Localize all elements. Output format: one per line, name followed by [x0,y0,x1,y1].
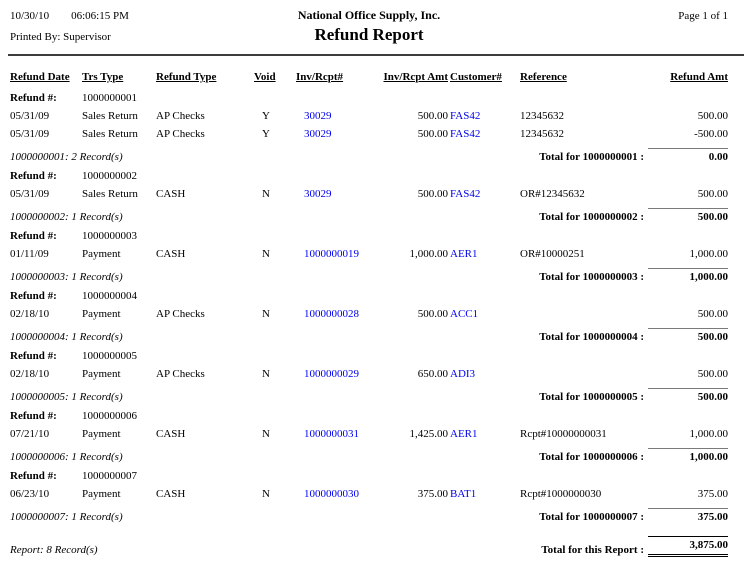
group-rows [10,186,728,202]
cell-trs-type: Sales Return [82,188,138,200]
group-summary-row [10,206,728,224]
cell-refund-type: AP Checks [156,128,205,140]
page-header-row1 [10,8,728,23]
refund-detail-row [10,126,728,142]
refund-number-row [10,229,728,244]
refund-number-label: Refund #: [10,230,57,242]
report-body [10,91,728,524]
cell-trs-type: Payment [82,368,121,380]
refund-number-value: 1000000003 [82,230,137,242]
cell-void: N [262,188,270,200]
customer-link[interactable]: BAT1 [450,488,477,500]
refund-detail-row [10,366,728,382]
customer-link[interactable]: FAS42 [450,110,481,122]
group-total-amount: 0.00 [648,148,728,164]
report-total-label: Total for this Report : [541,544,644,556]
group-record-count: 1000000004: 1 Record(s) [10,331,123,343]
col-header-refund-date: Refund Date [10,71,70,83]
refund-number-label: Refund #: [10,170,57,182]
cell-refund-date: 01/11/09 [10,248,49,260]
refund-number-label: Refund #: [10,410,57,422]
refund-group [10,349,728,404]
refund-number-row [10,469,728,484]
cell-refund-date: 05/31/09 [10,128,50,140]
refund-number-value: 1000000005 [82,350,137,362]
group-total-label: Total for 1000000004 : [539,331,644,343]
cell-inv-rcpt-amt: 650.00 [417,368,448,380]
customer-link[interactable]: ACC1 [450,308,479,320]
group-rows [10,246,728,262]
group-total-label: Total for 1000000002 : [539,211,644,223]
cell-void: Y [262,110,270,122]
group-rows [10,306,728,322]
cell-void: N [262,368,270,380]
inv-rcpt-link[interactable]: 1000000028 [304,308,359,320]
cell-reference: Rcpt#1000000030 [520,488,602,500]
refund-number-row [10,349,728,364]
col-header-trs-type: Trs Type [82,71,124,83]
group-total-amount: 500.00 [648,328,728,344]
cell-refund-type: AP Checks [156,308,205,320]
cell-inv-rcpt-amt: 1,000.00 [409,248,448,260]
cell-refund-amt: 500.00 [697,110,728,122]
cell-inv-rcpt-amt: 500.00 [417,188,448,200]
inv-rcpt-link[interactable]: 1000000030 [304,488,359,500]
refund-number-label: Refund #: [10,350,57,362]
group-record-count: 1000000007: 1 Record(s) [10,511,123,523]
cell-refund-type: AP Checks [156,368,205,380]
customer-link[interactable]: ADI3 [450,368,476,380]
refund-detail-row [10,108,728,124]
col-header-reference: Reference [520,71,567,83]
group-summary-row [10,506,728,524]
group-total-amount: 1,000.00 [648,268,728,284]
refund-group [10,469,728,524]
datetime [10,10,298,22]
refund-number-value: 1000000002 [82,170,137,182]
refund-number-label: Refund #: [10,470,57,482]
refund-number-row [10,409,728,424]
cell-refund-type: AP Checks [156,110,205,122]
cell-refund-amt: 500.00 [697,368,728,380]
inv-rcpt-link[interactable]: 30029 [304,128,332,140]
group-total-amount: 1,000.00 [648,448,728,464]
report-time: 06:06:15 PM [71,10,129,22]
cell-inv-rcpt-amt: 1,425.00 [409,428,448,440]
refund-detail-row [10,426,728,442]
printed-by: Printed By: Supervisor [10,31,111,43]
page-number: Page 1 of 1 [678,10,728,22]
inv-rcpt-link[interactable]: 1000000019 [304,248,359,260]
refund-number-row [10,91,728,106]
group-summary-row [10,146,728,164]
page-header-row2 [10,23,728,45]
refund-number-label: Refund #: [10,92,57,104]
group-total-label: Total for 1000000005 : [539,391,644,403]
cell-inv-rcpt-amt: 375.00 [417,488,448,500]
group-summary-row [10,386,728,404]
refund-detail-row [10,306,728,322]
refund-group [10,91,728,164]
cell-trs-type: Payment [82,248,121,260]
cell-reference: Rcpt#10000000031 [520,428,607,440]
group-total-label: Total for 1000000003 : [539,271,644,283]
col-header-customer-num: Customer# [450,71,502,83]
cell-trs-type: Sales Return [82,128,138,140]
cell-refund-amt: 500.00 [697,188,728,200]
cell-trs-type: Payment [82,488,121,500]
refund-number-value: 1000000004 [82,290,137,302]
refund-number-value: 1000000001 [82,92,137,104]
cell-void: Y [262,128,270,140]
group-record-count: 1000000006: 1 Record(s) [10,451,123,463]
customer-link[interactable]: AER1 [450,248,478,260]
group-total-amount: 375.00 [648,508,728,524]
refund-detail-row [10,246,728,262]
cell-trs-type: Sales Return [82,110,138,122]
group-record-count: 1000000003: 1 Record(s) [10,271,123,283]
group-rows [10,426,728,442]
group-total-label: Total for 1000000006 : [539,451,644,463]
group-total-label: Total for 1000000001 : [539,151,644,163]
cell-refund-date: 02/18/10 [10,368,50,380]
report-date: 10/30/10 [10,10,50,22]
cell-refund-date: 06/23/10 [10,488,50,500]
refund-detail-row [10,486,728,502]
refund-number-row [10,169,728,184]
group-rows [10,366,728,382]
cell-refund-date: 07/21/10 [10,428,50,440]
inv-rcpt-link[interactable]: 1000000029 [304,368,359,380]
cell-trs-type: Payment [82,428,121,440]
header-divider [8,54,744,56]
col-header-refund-type: Refund Type [156,71,217,83]
cell-inv-rcpt-amt: 500.00 [417,308,448,320]
cell-refund-amt: 1,000.00 [689,428,728,440]
group-total-amount: 500.00 [648,208,728,224]
cell-refund-date: 02/18/10 [10,308,50,320]
cell-refund-amt: 1,000.00 [689,248,728,260]
refund-group [10,169,728,224]
cell-trs-type: Payment [82,308,121,320]
inv-rcpt-link[interactable]: 30029 [304,110,332,122]
cell-refund-type: CASH [156,248,186,260]
group-record-count: 1000000001: 2 Record(s) [10,151,123,163]
cell-refund-date: 05/31/09 [10,110,50,122]
report-record-count: Report: 8 Record(s) [10,544,98,556]
refund-number-label: Refund #: [10,290,57,302]
inv-rcpt-link[interactable]: 1000000031 [304,428,359,440]
cell-refund-date: 05/31/09 [10,188,50,200]
cell-void: N [262,488,270,500]
cell-reference: 12345632 [520,128,564,140]
cell-refund-amt: -500.00 [694,128,728,140]
report-footer [10,536,728,557]
group-total-label: Total for 1000000007 : [539,511,644,523]
refund-number-value: 1000000007 [82,470,137,482]
col-header-inv-rcpt-num: Inv/Rcpt# [296,71,344,83]
refund-number-row [10,289,728,304]
refund-number-value: 1000000006 [82,410,137,422]
cell-refund-amt: 375.00 [697,488,728,500]
col-header-inv-rcpt-amt: Inv/Rcpt Amt [383,71,448,83]
group-record-count: 1000000005: 1 Record(s) [10,391,123,403]
cell-inv-rcpt-amt: 500.00 [417,128,448,140]
cell-reference: OR#10000251 [520,248,585,260]
report-total-amount: 3,875.00 [648,536,728,557]
cell-void: N [262,248,270,260]
refund-group [10,409,728,464]
group-summary-row [10,446,728,464]
customer-link[interactable]: FAS42 [450,188,481,200]
customer-link[interactable]: AER1 [450,428,478,440]
group-summary-row [10,266,728,284]
company-name: National Office Supply, Inc. [297,8,441,22]
inv-rcpt-link[interactable]: 30029 [304,188,332,200]
col-header-refund-amt: Refund Amt [670,71,728,83]
cell-refund-type: CASH [156,188,186,200]
group-rows [10,486,728,502]
group-summary-row [10,326,728,344]
group-record-count: 1000000002: 1 Record(s) [10,211,123,223]
cell-refund-type: CASH [156,488,186,500]
cell-reference: OR#12345632 [520,188,585,200]
cell-reference: 12345632 [520,110,564,122]
refund-group [10,289,728,344]
cell-inv-rcpt-amt: 500.00 [417,110,448,122]
group-total-amount: 500.00 [648,388,728,404]
column-headers [10,70,728,86]
cell-refund-type: CASH [156,428,186,440]
col-header-void: Void [254,71,276,83]
cell-void: N [262,428,270,440]
group-rows [10,108,728,142]
customer-link[interactable]: FAS42 [450,128,481,140]
cell-refund-amt: 500.00 [697,308,728,320]
refund-group [10,229,728,284]
refund-detail-row [10,186,728,202]
cell-void: N [262,308,270,320]
report-title: Refund Report [314,25,424,44]
